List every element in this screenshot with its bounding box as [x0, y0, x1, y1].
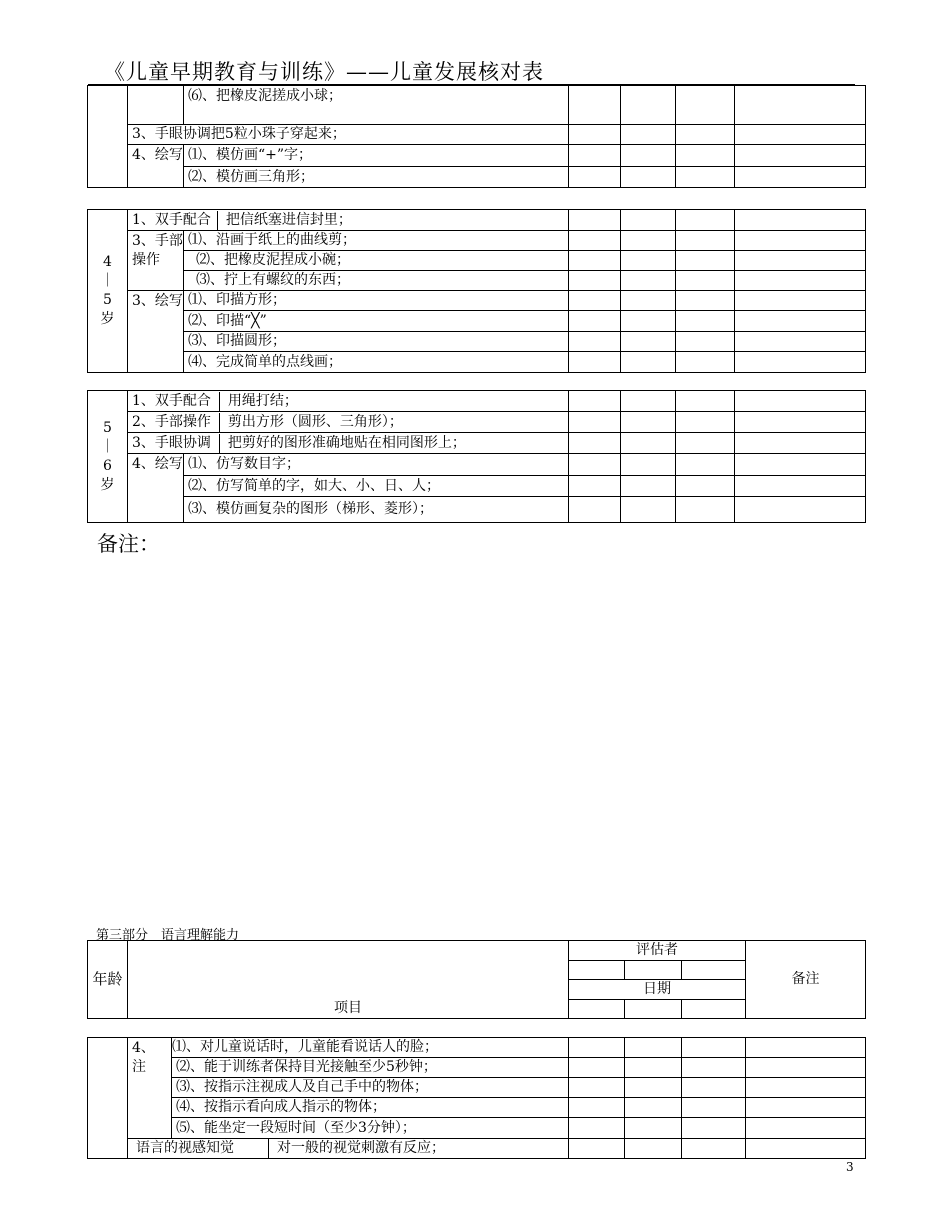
item-cell: ⑵、印描“╳” — [184, 311, 569, 332]
table-row — [88, 86, 866, 125]
table-row — [88, 291, 866, 311]
item-cell: 语言的视感知觉 — [128, 1139, 269, 1159]
date-header: 日期 — [569, 980, 746, 1000]
table-row — [88, 352, 866, 373]
table-row — [88, 125, 866, 145]
category-cell: 3、手部操作 — [128, 231, 184, 291]
item-cell: 3、手眼协调 把剪好的图形准确地贴在相同图形上； — [128, 433, 569, 454]
category-cell: 4、 注 — [128, 1038, 172, 1139]
table-row — [88, 454, 866, 476]
table-row — [88, 412, 866, 433]
age-header: 年龄 — [88, 941, 128, 1019]
item-cell: ⑵、能于训练者保持目光接触至少5秒钟； — [172, 1058, 569, 1078]
table-row — [88, 1098, 866, 1118]
page-number: 3 — [846, 1160, 854, 1174]
item-cell: ⑶、按指示注视成人及自己手中的物体； — [172, 1078, 569, 1098]
category-cell — [128, 86, 184, 125]
item-cell: 1、双手配合 用绳打结； — [128, 391, 569, 412]
item-cell: ⑶、模仿画复杂的图形（梯形、菱形）； — [184, 497, 569, 523]
age-cell — [88, 1038, 128, 1159]
table-row — [88, 391, 866, 412]
table-row — [88, 210, 866, 231]
category-cell: 3、绘写 — [128, 291, 184, 373]
item-cell: ⑸、能坐定一段短时间（至少3分钟）； — [172, 1118, 569, 1139]
table-row — [88, 251, 866, 271]
item-cell: 对一般的视觉刺激有反应； — [269, 1139, 569, 1159]
table-block-4-5 — [87, 209, 865, 373]
item-cell: ⑴、印描方形； — [184, 291, 569, 311]
item-cell: ⑴、模仿画“+”字； — [184, 145, 569, 167]
table-row — [88, 231, 866, 251]
remark-label: 备注： — [97, 532, 160, 556]
item-cell: ⑷、按指示看向成人指示的物体； — [172, 1098, 569, 1118]
table-block-5-6 — [87, 390, 865, 523]
table-row — [88, 271, 866, 291]
section-title: 第三部分 语言理解能力 — [96, 928, 240, 943]
item-cell: ⑴、仿写数目字； — [184, 454, 569, 476]
table-row — [88, 433, 866, 454]
item-cell: ⑵、模仿画三角形； — [184, 167, 569, 188]
item-cell: 2、手部操作 剪出方形（圆形、三角形）； — [128, 412, 569, 433]
table-block-continuation — [87, 85, 865, 188]
table-row — [88, 1058, 866, 1078]
item-cell: ⑹、把橡皮泥搓成小球； — [184, 86, 569, 125]
table-row — [88, 1139, 866, 1159]
table-row — [88, 476, 866, 497]
assessor-header: 评估者 — [569, 941, 746, 961]
table-row — [88, 311, 866, 332]
category-cell: 4、绘写 — [128, 145, 184, 188]
age-cell — [88, 86, 128, 188]
item-cell: 3、手眼协调把5粒小珠子穿起来； — [128, 125, 569, 145]
item-cell: ⑵、把橡皮泥捏成小碗； — [184, 251, 569, 271]
table-header-part3 — [87, 940, 865, 1019]
item-cell: ⑶、印描圆形； — [184, 332, 569, 352]
table-row — [88, 332, 866, 352]
table-row — [88, 145, 866, 167]
table-row — [88, 1078, 866, 1098]
item-cell: ⑴、对儿童说话时，儿童能看说话人的脸； — [172, 1038, 569, 1058]
age-cell: 5 ｜ 6 岁 — [88, 391, 128, 523]
table-row — [88, 1118, 866, 1139]
table-row — [88, 497, 866, 523]
table-row — [88, 1038, 866, 1058]
age-cell: 4 ｜ 5 岁 — [88, 210, 128, 373]
table-block-language — [87, 1037, 865, 1159]
remark-header: 备注 — [746, 941, 866, 1019]
item-cell: ⑶、拧上有螺纹的东西； — [184, 271, 569, 291]
item-header: 项目 — [128, 941, 569, 1019]
table-row — [88, 167, 866, 188]
category-cell: 4、绘写 — [128, 454, 184, 523]
item-cell: ⑵、仿写简单的字，如大、小、日、人； — [184, 476, 569, 497]
item-cell: 1、双手配合 把信纸塞进信封里； — [128, 210, 569, 231]
item-cell: ⑴、沿画于纸上的曲线剪； — [184, 231, 569, 251]
document-header: 《儿童早期教育与训练》——儿童发展核对表 — [104, 60, 544, 84]
item-cell: ⑷、完成简单的点线画； — [184, 352, 569, 373]
